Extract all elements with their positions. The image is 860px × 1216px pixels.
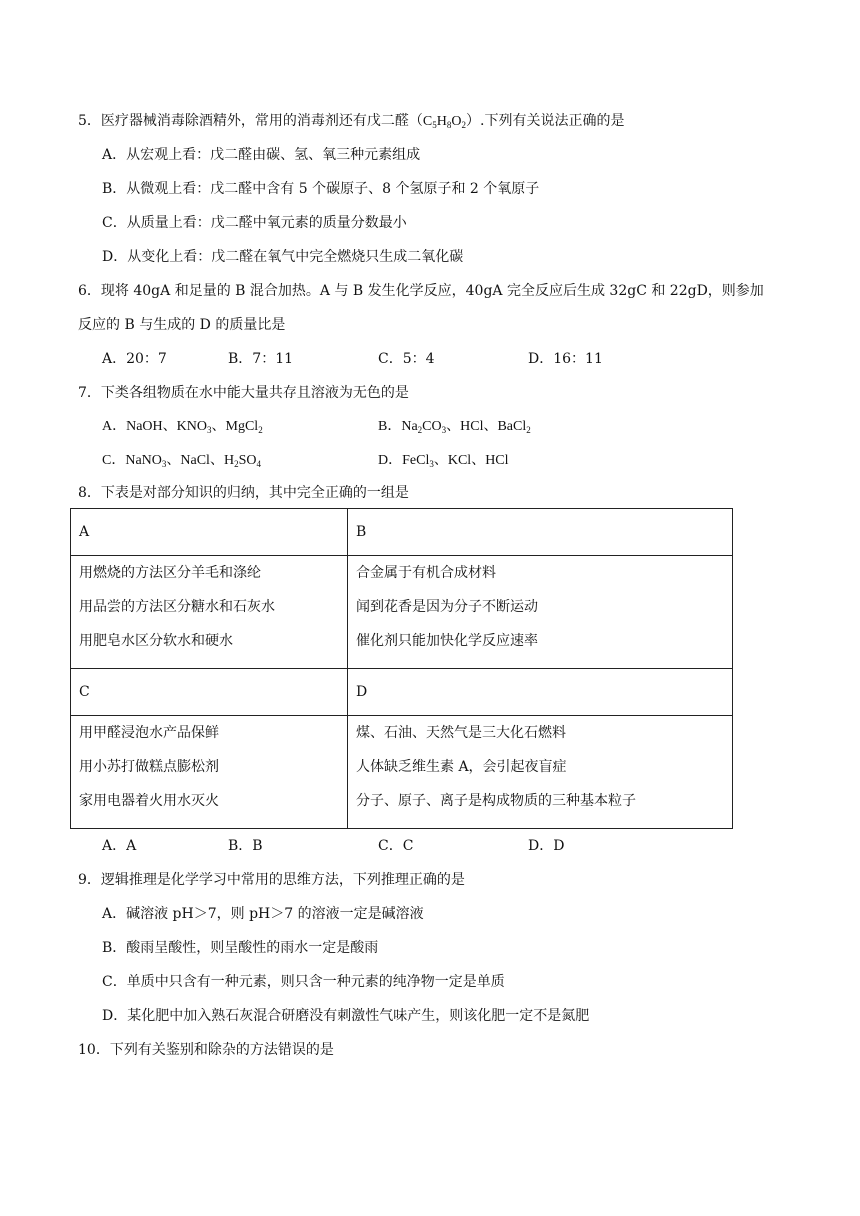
q8-option-d: D．D (528, 838, 565, 854)
q8-stem: 8．下表是对部分知识的归纳，其中完全正确的一组是 (78, 485, 409, 501)
q9-option-a: A．碱溶液 pH＞7，则 pH＞7 的溶液一定是碱溶液 (102, 906, 424, 922)
q7-b-hcl: 、HCl、 (446, 419, 498, 434)
q7-b-bacl2: BaCl (497, 419, 527, 434)
cell-b-line-3: 催化剂只能加快化学反应速率 (356, 633, 538, 649)
q6-option-b: B．7：11 (228, 351, 294, 367)
q8-option-a: A．A (102, 838, 137, 854)
q7-d-prefix: D． (378, 453, 403, 468)
cell-c-line-2: 用小苏打做糕点膨松剂 (79, 759, 219, 775)
q7-d-rest: 、KCl、HCl (433, 453, 509, 468)
formula-c: C (422, 114, 433, 129)
cell-b-line-1: 合金属于有机合成材料 (356, 565, 496, 581)
q5-stem-end: ）.下列有关说法正确的是 (466, 113, 625, 129)
q7-b-na2-sub: 2 (417, 425, 423, 435)
cell-b-body (348, 556, 733, 669)
formula-o: O (451, 114, 462, 129)
q7-c-nacl: 、NaCl、 (166, 453, 224, 468)
q7-a-mgcl2-sub: 2 (258, 425, 263, 435)
formula-h-sub: 8 (446, 120, 452, 130)
table-row (71, 669, 733, 716)
q7-d-fecl3-sub: 3 (429, 459, 434, 469)
cell-d-line-1: 煤、石油、天然气是三大化石燃料 (356, 725, 566, 741)
q7-a-mgcl2: MgCl (225, 419, 259, 434)
formula-o-sub: 2 (461, 120, 466, 130)
q8-option-c: C．C (378, 838, 414, 854)
q5-option-c: C．从质量上看：戊二醛中氧元素的质量分数最小 (102, 215, 407, 231)
cell-c-line-3: 家用电器着火用水灭火 (79, 793, 219, 809)
q10-stem: 10．下列有关鉴别和除杂的方法错误的是 (78, 1042, 334, 1058)
q6-option-c: C．5：4 (378, 351, 435, 367)
q7-a-kno3-sub: 3 (207, 425, 212, 435)
q7-c-h2: H (223, 453, 235, 468)
cell-d-header: D (348, 669, 733, 716)
q5-option-a: A．从宏观上看：戊二醛由碳、氢、氧三种元素组成 (102, 147, 421, 163)
q7-stem: 7．下类各组物质在水中能大量共存且溶液为无色的是 (78, 385, 409, 401)
q8-option-b: B．B (228, 838, 263, 854)
table-row (71, 716, 733, 829)
q7-c-prefix: C． (102, 453, 126, 468)
q9-option-b: B．酸雨呈酸性，则呈酸性的雨水一定是酸雨 (102, 940, 379, 956)
q9-option-d: D．某化肥中加入熟石灰混合研磨没有刺激性气味产生，则该化肥一定不是氮肥 (102, 1008, 590, 1024)
q6-stem-line-1: 6．现将 40gA 和足量的 B 混合加热。A 与 B 发生化学反应，40gA 完全反应后生成 32gC 和 22gD，则参加 (78, 283, 764, 299)
cell-a-line-3: 用肥皂水区分软水和硬水 (79, 633, 233, 649)
q7-option-d (378, 451, 509, 471)
cell-d-line-3: 分子、原子、离子是构成物质的三种基本粒子 (356, 793, 636, 809)
q9-option-c: C．单质中只含有一种元素，则只含一种元素的纯净物一定是单质 (102, 974, 505, 990)
cell-d-body (348, 716, 733, 829)
formula-c-sub: 5 (432, 120, 437, 130)
knowledge-table (70, 508, 733, 829)
q7-a-kno3: KNO (176, 419, 207, 434)
cell-a-line-2: 用品尝的方法区分糖水和石灰水 (79, 599, 275, 615)
q5-option-b: B．从微观上看：戊二醛中含有 5 个碳原子、8 个氢原子和 2 个氧原子 (102, 181, 540, 197)
q7-b-co3: CO (422, 419, 442, 434)
q5-option-d: D．从变化上看：戊二醛在氧气中完全燃烧只生成二氧化碳 (102, 249, 464, 265)
q7-b-co3-sub: 3 (441, 425, 447, 435)
q7-option-a (102, 417, 263, 437)
q7-option-b (378, 417, 531, 437)
q7-c-nano3-sub: 3 (161, 459, 167, 469)
cell-c-header: C (71, 669, 348, 716)
glutaraldehyde-formula (423, 114, 466, 129)
q7-c-nano3: NaNO (125, 453, 162, 468)
table-row (71, 556, 733, 669)
q7-option-c (102, 451, 261, 471)
cell-b-header: B (348, 509, 733, 556)
q6-stem-line-2: 反应的 B 与生成的 D 的质量比是 (78, 317, 286, 333)
cell-a-body (71, 556, 348, 669)
q7-c-so4: SO (238, 453, 257, 468)
q9-stem: 9．逻辑推理是化学学习中常用的思维方法，下列推理正确的是 (78, 872, 465, 888)
q7-b-prefix: B． (378, 419, 402, 434)
cell-c-body (71, 716, 348, 829)
formula-h: H (436, 114, 447, 129)
q7-b-bacl2-sub: 2 (526, 425, 531, 435)
q6-option-a: A．20：7 (102, 351, 167, 367)
question-5-stem (78, 111, 624, 132)
cell-b-line-2: 闻到花香是因为分子不断运动 (356, 599, 538, 615)
q7-d-fecl3: FeCl (402, 453, 430, 468)
q5-stem-start: 5．医疗器械消毒除酒精外，常用的消毒剂还有戊二醛（ (78, 113, 423, 129)
cell-c-line-1: 用甲醛浸泡水产品保鲜 (79, 725, 219, 741)
cell-a-header: A (71, 509, 348, 556)
cell-a-line-1: 用燃烧的方法区分羊毛和涤纶 (79, 565, 261, 581)
q7-c-so4-sub: 4 (256, 459, 261, 469)
q7-a-prefix: A．NaOH、 (102, 419, 177, 434)
q7-c-h2-sub: 2 (234, 459, 239, 469)
q6-option-d: D．16：11 (528, 351, 603, 367)
table-row (71, 509, 733, 556)
q7-a-separator: 、 (211, 419, 226, 434)
cell-d-line-2: 人体缺乏维生素 A，会引起夜盲症 (356, 759, 567, 775)
q7-b-na2: Na (401, 419, 418, 434)
